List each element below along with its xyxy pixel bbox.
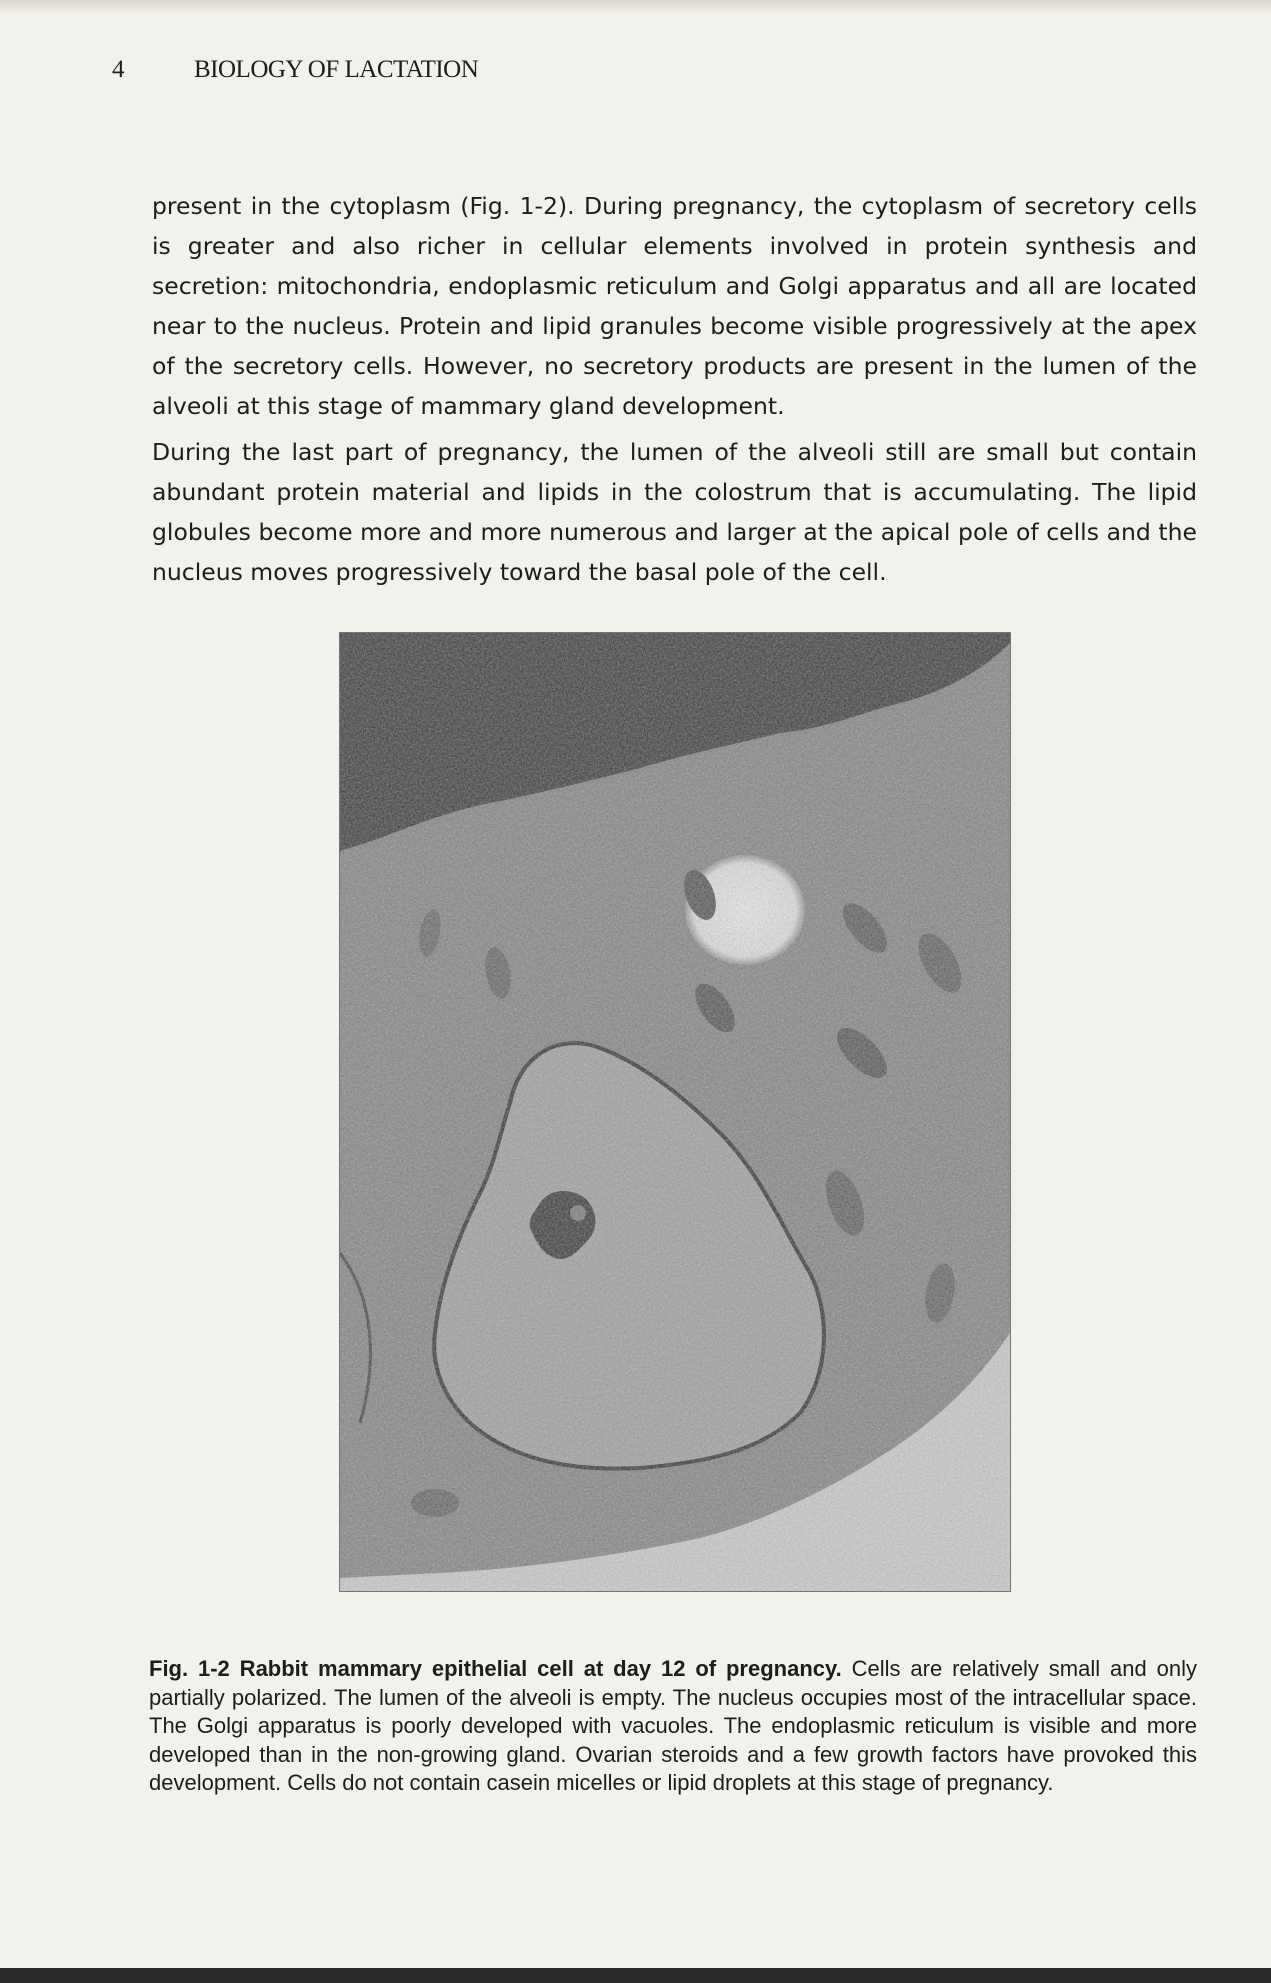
scan-edge-bottom bbox=[0, 1968, 1271, 1983]
figure-caption bbox=[149, 1655, 1197, 1798]
running-head bbox=[112, 56, 478, 84]
body-text bbox=[152, 186, 1197, 592]
running-title: BIOLOGY OF LACTATION bbox=[194, 56, 479, 83]
paragraph: present in the cytoplasm (Fig. 1-2). During pregnancy, the cytoplasm of secretory cells is greater and also richer in cellular elements involved in protein synthesis and secretion: mitochondria, endoplasmic reticulum and Golgi apparatus and all are located near to the nucleus. Protein and lipid granules become visible progressively at the apex of the secretory cells. However, no secretory products are present in the lumen of the alveoli at this stage of mammary gland development. bbox=[152, 192, 1197, 420]
caption-text: Cells are relatively small and only partially polarized. The lumen of the alveoli is empty. The nucleus occupies most of the intracellular space. The Golgi apparatus is poorly developed with vacuoles. The endoplasmic reticulum is visible and more developed than in the non-growing gland. Ovarian steroids and a few growth factors have provoked this development. Cells do not contain casein micelles or lipid droplets at this stage of pregnancy. bbox=[149, 1656, 1197, 1795]
micrograph-figure bbox=[339, 632, 1011, 1592]
electron-micrograph bbox=[340, 633, 1010, 1591]
caption-label: Fig. 1-2 Rabbit mammary epithelial cell at day 12 of pregnancy. bbox=[149, 1656, 842, 1681]
page-number: 4 bbox=[112, 56, 125, 83]
paragraph: During the last part of pregnancy, the lumen of the alveoli still are small but contain abundant protein material and lipids in the colostrum that is accumulating. The lipid globules become more and more numerous and larger at the apical pole of cells and the nucleus moves progressively toward the basal pole of the cell. bbox=[152, 438, 1197, 586]
scan-edge-top bbox=[0, 0, 1271, 14]
